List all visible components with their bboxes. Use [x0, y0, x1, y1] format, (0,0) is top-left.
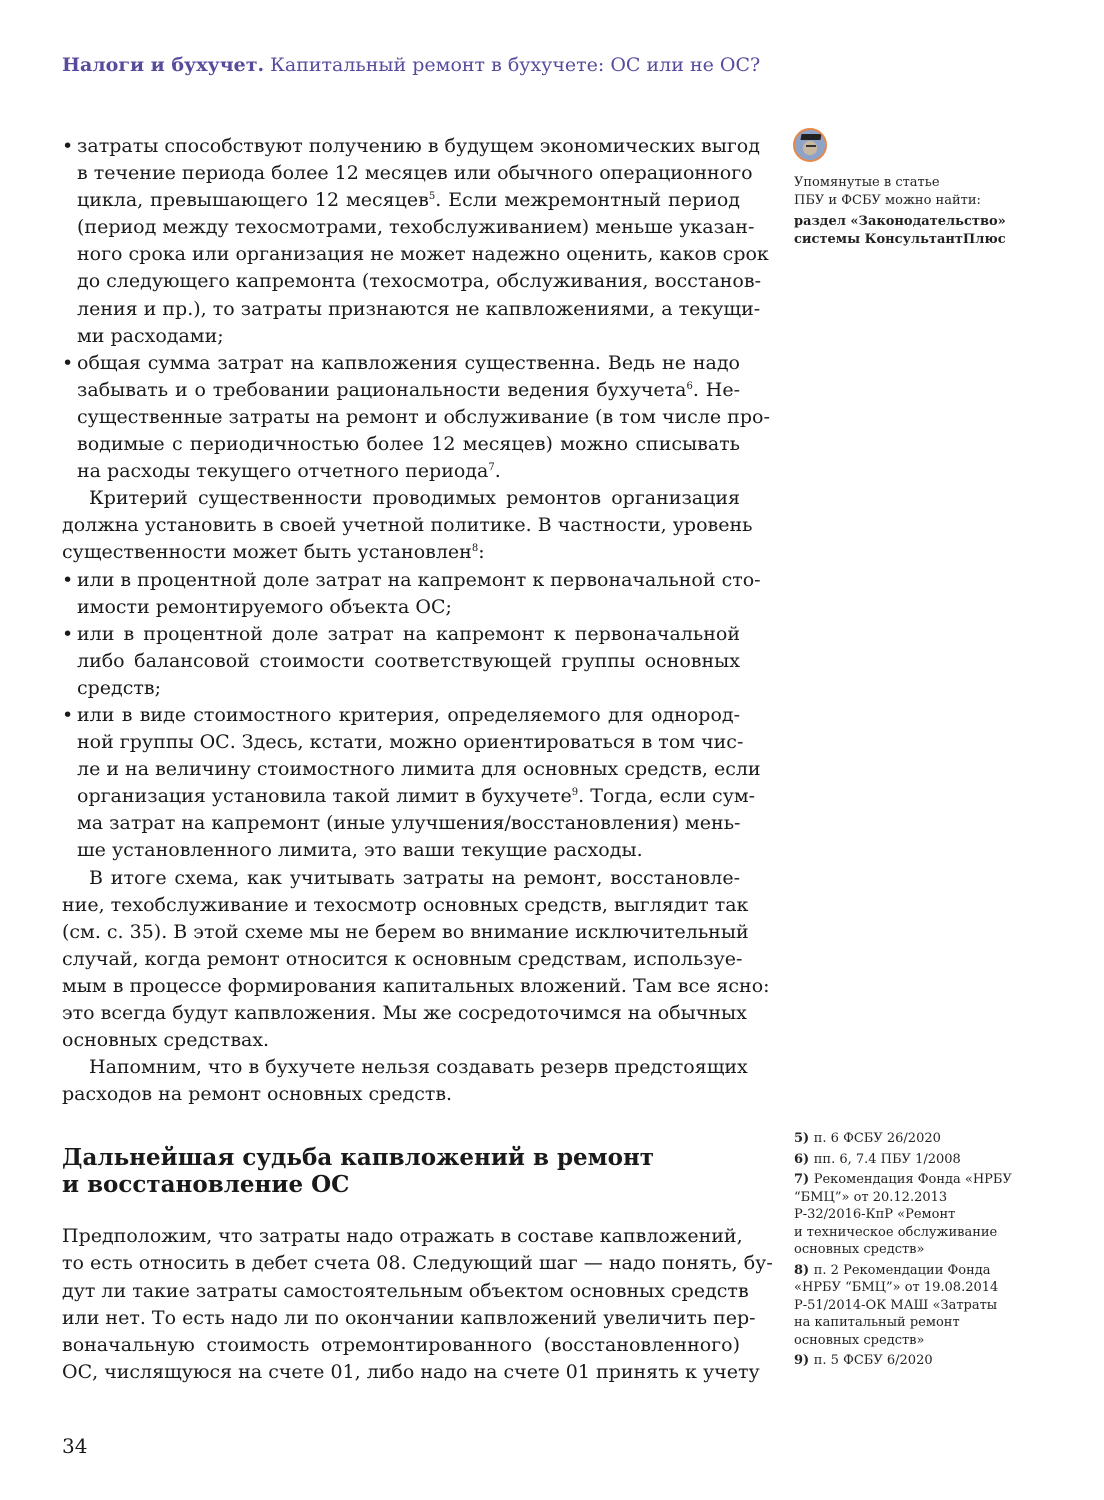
footnote-line: основных средств»: [794, 1242, 925, 1257]
text-line: ления и пр.), то затраты признаются не капвложениями, а текущи-: [77, 297, 761, 320]
consultant-avatar-icon: [793, 128, 827, 162]
text-line: Напомним, что в бухучете нельзя создавать резерв предстоящих: [89, 1056, 748, 1079]
footnote-line: 9) п. 5 ФСБУ 6/2020: [794, 1353, 933, 1368]
text-line: (см. с. 35). В этой схеме мы не берем во внимание исключительный: [62, 920, 749, 943]
footnote-line: Р-51/2014-ОК МАШ «Затраты: [794, 1297, 998, 1313]
footnote-ref: 5: [428, 191, 436, 203]
sidebar-note: [794, 174, 1006, 248]
footnote: [794, 1171, 1012, 1259]
text-line: забывать и о требовании рациональности ведения бухучета$^6$. Не-: [77, 378, 740, 401]
footnote-line: 8) п. 2 Рекомендации Фонда: [794, 1262, 991, 1278]
text-line: мым в процессе формирования капитальных вложений. Там все ясно:: [62, 974, 770, 997]
footnotes: [794, 1130, 1012, 1373]
text-line: ми расходами;: [77, 324, 224, 347]
text-line: дут ли такие затраты самостоятельным объектом основных средств: [62, 1279, 749, 1302]
text-line: • или в виде стоимостного критерия, определяемого для однород-: [62, 702, 740, 729]
sidebar-bold-line: системы КонсультантПлюс: [794, 231, 1006, 247]
sidebar-bold-line: раздел «Законодательство»: [794, 214, 1006, 229]
text-line: (период между техосмотрами, техобслуживанием) меньше указан-: [77, 216, 755, 239]
text-line: ние, техобслуживание и техосмотр основных средств, выглядит так: [62, 893, 749, 916]
text-line: ше установленного лимита, это ваши текущие расходы.: [77, 839, 643, 862]
text-line: цикла, превышающего 12 месяцев$^5$. Если межремонтный период: [77, 189, 740, 212]
paragraph: [62, 865, 770, 1055]
footnote-ref: 9: [571, 787, 579, 799]
text-line: ного срока или организация не может надежно оценить, каков срок: [77, 243, 769, 266]
text-line: ОС, числящуюся на счете 01, либо надо на счете 01 принять к учету: [62, 1360, 760, 1383]
paragraph: [62, 1054, 748, 1108]
text-line: существенности может быть установлен$^8$:: [62, 541, 485, 564]
footnote-line: 6) пп. 6, 7.4 ПБУ 1/2008: [794, 1151, 961, 1167]
footnote-number: 8): [794, 1262, 814, 1278]
footnote: [794, 1352, 1012, 1370]
paragraph: [62, 485, 753, 566]
bullet-item: [62, 702, 761, 865]
text-line: Предположим, что затраты надо отражать в составе капвложений,: [62, 1225, 743, 1248]
footnote-line: 5) п. 6 ФСБУ 26/2020: [794, 1131, 941, 1146]
footnote: [794, 1130, 1012, 1148]
footnote: [794, 1151, 1012, 1169]
sidebar-note-line: Упомянутые в статье: [794, 175, 940, 190]
text-line: на расходы текущего отчетного периода$^7$.: [77, 460, 501, 483]
text-line: • общая сумма затрат на капвложения существенна. Ведь не надо: [62, 350, 740, 377]
bullet-item: [62, 621, 740, 702]
text-line: ной группы ОС. Здесь, кстати, можно ориентироваться в том чис-: [77, 731, 744, 754]
bullet-item: [62, 133, 769, 350]
text-line: расходов на ремонт основных средств.: [62, 1083, 453, 1106]
footnote-ref: 6: [686, 380, 693, 392]
article-body: [62, 133, 773, 1386]
section-heading: [62, 1144, 740, 1198]
text-line: организация установила такой лимит в бухучете$^9$. Тогда, если сум-: [77, 785, 756, 808]
bullet-item: [62, 567, 761, 621]
text-line: ма затрат на капремонт (иные улучшения/восстановления) мень-: [77, 812, 741, 835]
text-line: или нет. То есть надо ли по окончании капвложений увеличить пер-: [62, 1306, 756, 1329]
text-line: должна установить в своей учетной политике. В частности, уровень: [62, 514, 753, 537]
text-line: водимые с периодичностью более 12 месяцев) можно списывать: [77, 433, 740, 456]
text-line: либо балансовой стоимости соответствующей группы основных: [77, 649, 740, 672]
footnote-line: основных средств»: [794, 1332, 925, 1348]
footnote-line: на капитальный ремонт: [794, 1315, 960, 1330]
text-line: • или в процентной доле затрат на капремонт к первоначальной: [62, 621, 740, 648]
bullet-item: [62, 350, 770, 485]
text-line: • или в процентной доле затрат на капремонт к первоначальной сто-: [62, 567, 740, 594]
header-title: Капитальный ремонт в бухучете: ОС или не ОС?: [270, 54, 761, 76]
text-line: воначальную стоимость отремонтированного (восстановленного): [62, 1333, 740, 1356]
text-line: это всегда будут капвложения. Мы же сосредоточимся на обычных: [62, 1002, 747, 1024]
running-header: [62, 54, 760, 76]
text-line: имости ремонтируемого объекта ОС;: [77, 595, 452, 618]
footnote-line: «НРБУ “БМЦ”» от 19.08.2014: [794, 1280, 999, 1295]
sidebar-note-line: ПБУ и ФСБУ можно найти:: [794, 192, 981, 208]
text-line: случай, когда ремонт относится к основным средствам, используе-: [62, 947, 743, 970]
footnote-ref: 7: [488, 462, 495, 474]
footnote-line: и техническое обслуживание: [794, 1224, 998, 1240]
text-line: до следующего капремонта (техосмотра, обслуживания, восстанов-: [77, 270, 761, 293]
text-line: и восстановление ОС: [62, 1171, 350, 1199]
text-line: • затраты способствуют получению в будущем экономических выгод: [62, 133, 740, 160]
text-line: средств;: [77, 676, 161, 699]
paragraph: [62, 1223, 773, 1386]
text-line: основных средствах.: [62, 1029, 270, 1052]
text-line: в течение периода более 12 месяцев или обычного операционного: [77, 162, 753, 185]
footnote-number: 7): [794, 1172, 814, 1187]
footnote-line: Р-32/2016-КпР «Ремонт: [794, 1207, 956, 1222]
footnote: [794, 1262, 1012, 1350]
text-line: В итоге схема, как учитывать затраты на ремонт, восстановле-: [89, 866, 740, 889]
footnote-line: “БМЦ”» от 20.12.2013: [794, 1189, 948, 1205]
header-section: Налоги и бухучет.: [62, 54, 265, 76]
footnote-ref: 8: [471, 543, 479, 555]
text-line: Дальнейшая судьба капвложений в ремонт: [62, 1144, 655, 1172]
page-number: 34: [62, 1434, 88, 1458]
footnote-line: 7) Рекомендация Фонда «НРБУ: [794, 1172, 1012, 1187]
footnote-number: 6): [794, 1151, 814, 1167]
text-line: то есть относить в дебет счета 08. Следующий шаг — надо понять, бу-: [62, 1252, 773, 1275]
text-line: ле и на величину стоимостного лимита для основных средств, если: [77, 758, 761, 781]
footnote-number: 5): [794, 1131, 814, 1146]
text-line: существенные затраты на ремонт и обслуживание (в том числе про-: [77, 405, 770, 428]
text-line: Критерий существенности проводимых ремонтов организация: [89, 487, 740, 510]
footnote-number: 9): [794, 1353, 814, 1368]
